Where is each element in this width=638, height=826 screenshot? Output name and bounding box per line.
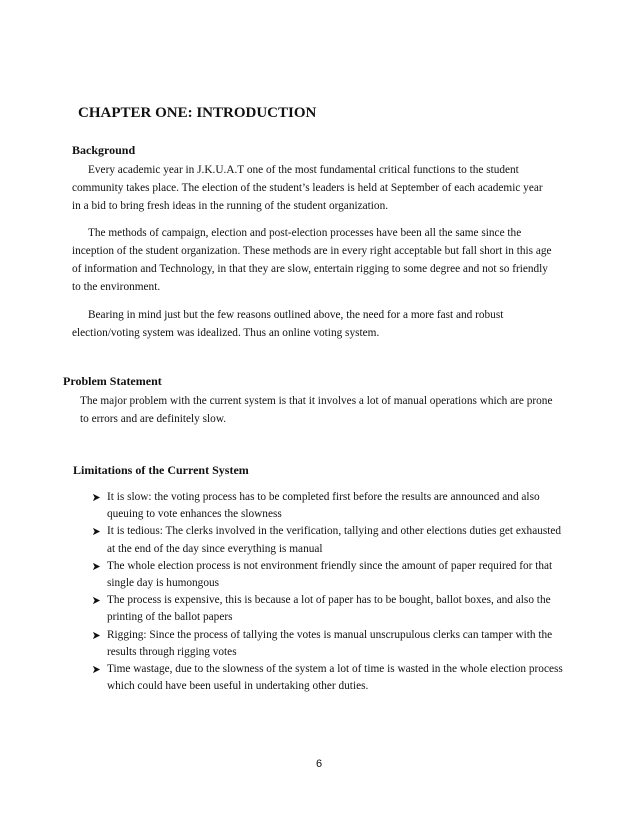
background-paragraph-1 (72, 161, 552, 215)
limitation-item (92, 592, 572, 626)
problem-statement-text: The major problem with the current system is that it involves a lot of manual operations which are prone to errors and are definitely slow. (80, 395, 553, 425)
limitation-item (92, 661, 572, 695)
arrow-bullet-icon (92, 631, 101, 640)
page-number: 6 (315, 758, 323, 770)
limitation-item-text: It is slow: the voting process has to be completed first before the results are announced and also queuing to vote enhances the slowness (107, 491, 540, 521)
limitation-item-text: The whole election process is not environment friendly since the amount of paper required for that single day is humongous (107, 559, 553, 590)
background-paragraph-2-text: The methods of campaign, election and post-election processes have been all the same since the inception of the student organization. These methods are in every right acceptable but fall short in this age of information and Technology, in that they are slow, entertain rigging to some degree and not so friendly to the environment. (72, 227, 552, 293)
arrow-bullet-icon (92, 527, 101, 536)
limitations-list (92, 489, 572, 695)
limitation-item (92, 489, 572, 523)
background-paragraph-3 (72, 306, 552, 342)
limitation-item-text: It is tedious: The clerks involved in the verification, tallying and other elections duties get exhausted at the end of the day since everything is manual (107, 525, 562, 555)
limitation-item (92, 627, 572, 661)
limitation-item (92, 523, 572, 557)
limitation-item-text: The process is expensive, this is because a lot of paper has to be bought, ballot boxes, and also the printing of the ballot papers (107, 594, 551, 624)
background-paragraph-1-text: Every academic year in J.K.U.A.T one of the most fundamental critical functions to the student community takes place. The election of the student’s leaders is held at September of each academic year in a bid to bring fresh ideas in the running of the student organization. (72, 164, 543, 212)
background-heading: Background (72, 143, 136, 157)
background-paragraph-3-text: Bearing in mind just but the few reasons outlined above, the need for a more fast and robust election/voting system was idealized. Thus an online voting system. (72, 309, 504, 339)
chapter-title: CHAPTER ONE: INTRODUCTION (78, 105, 317, 121)
arrow-bullet-icon (92, 562, 101, 571)
arrow-bullet-icon (92, 493, 101, 502)
limitation-item-text: Rigging: Since the process of tallying the votes is manual unscrupulous clerks can tamper with the results through rigging votes (107, 628, 553, 658)
arrow-bullet-icon (92, 596, 101, 605)
limitation-item (92, 558, 572, 592)
arrow-bullet-icon (92, 665, 101, 674)
limitations-heading: Limitations of the Current System (73, 463, 249, 477)
problem-statement-heading: Problem Statement (63, 374, 162, 388)
limitation-item-text: Time wastage, due to the slowness of the system a lot of time is wasted in the whole election process which could have been useful in undertaking other duties. (107, 663, 563, 693)
background-paragraph-2 (72, 224, 552, 296)
